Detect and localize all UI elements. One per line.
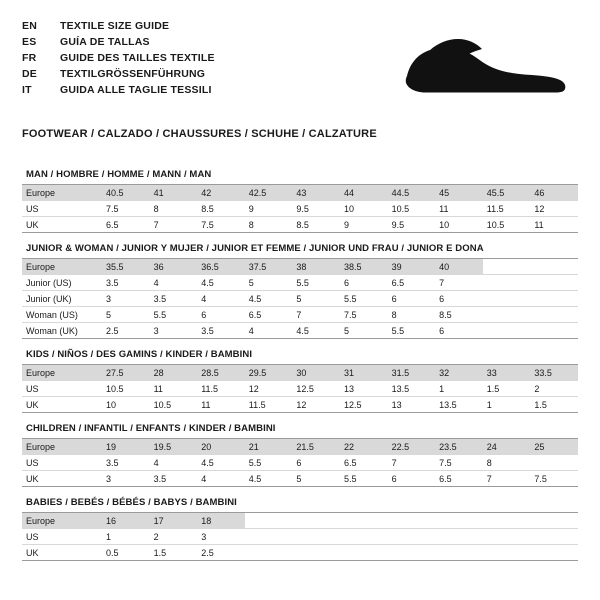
size-cell: 0.5 <box>102 545 150 561</box>
table-row <box>22 259 578 275</box>
size-table <box>22 439 578 487</box>
size-cell: 4.5 <box>245 471 293 487</box>
size-cell: 11 <box>435 201 483 217</box>
empty-cell <box>292 545 340 561</box>
size-cell: 12 <box>245 381 293 397</box>
size-cell: 2 <box>530 381 578 397</box>
table-row <box>22 217 578 233</box>
empty-cell <box>530 455 578 471</box>
empty-cell <box>435 529 483 545</box>
table-row <box>22 201 578 217</box>
size-cell: 9 <box>340 217 388 233</box>
language-code: FR <box>22 52 37 64</box>
size-cell: 6 <box>435 323 483 339</box>
size-cell: 46 <box>530 185 578 201</box>
language-title-text: GUIDA ALLE TAGLIE TESSILI <box>60 84 212 96</box>
size-cell: 13 <box>340 381 388 397</box>
size-cell: 31.5 <box>388 365 436 381</box>
size-cell: 11 <box>197 397 245 413</box>
empty-cell <box>483 291 531 307</box>
size-cell: 22 <box>340 439 388 455</box>
size-cell: 11 <box>150 381 198 397</box>
size-cell: 10 <box>102 397 150 413</box>
size-tables <box>22 166 578 561</box>
size-cell: 3.5 <box>150 471 198 487</box>
size-cell: 9 <box>245 201 293 217</box>
size-cell: 10.5 <box>388 201 436 217</box>
language-title-text: TEXTILGRÖSSENFÜHRUNG <box>60 68 206 80</box>
size-cell: 11.5 <box>245 397 293 413</box>
size-cell: 11.5 <box>483 201 531 217</box>
empty-cell <box>483 259 531 275</box>
size-cell: 10 <box>435 217 483 233</box>
table-row <box>22 381 578 397</box>
empty-cell <box>530 275 578 291</box>
size-cell: 1 <box>102 529 150 545</box>
size-cell: 36 <box>150 259 198 275</box>
size-cell: 4 <box>197 291 245 307</box>
size-table-title: CHILDREN / INFANTIL / ENFANTS / KINDER / BAMBINI <box>22 420 578 439</box>
size-cell: 6.5 <box>340 455 388 471</box>
size-cell: 38 <box>292 259 340 275</box>
page-header <box>22 18 578 114</box>
size-cell: 5 <box>102 307 150 323</box>
size-cell: 8 <box>483 455 531 471</box>
size-cell: 12.5 <box>292 381 340 397</box>
row-label: Junior (UK) <box>22 291 102 307</box>
table-row <box>22 455 578 471</box>
size-cell: 5 <box>292 471 340 487</box>
size-cell: 44.5 <box>388 185 436 201</box>
size-cell: 3.5 <box>102 455 150 471</box>
size-table-title: MAN / HOMBRE / HOMME / MANN / MAN <box>22 166 578 185</box>
size-cell: 6.5 <box>102 217 150 233</box>
row-label: Europe <box>22 513 102 529</box>
size-cell: 37.5 <box>245 259 293 275</box>
size-table-block <box>22 166 578 233</box>
row-label: Europe <box>22 365 102 381</box>
empty-cell <box>388 529 436 545</box>
empty-cell <box>340 529 388 545</box>
size-cell: 12 <box>292 397 340 413</box>
empty-cell <box>388 513 436 529</box>
size-cell: 31 <box>340 365 388 381</box>
row-label: Europe <box>22 439 102 455</box>
row-label: UK <box>22 545 102 561</box>
size-cell: 8.5 <box>292 217 340 233</box>
empty-cell <box>435 545 483 561</box>
size-cell: 32 <box>435 365 483 381</box>
size-table-title: JUNIOR & WOMAN / JUNIOR Y MUJER / JUNIOR ET FEMME / JUNIOR UND FRAU / JUNIOR E DONA <box>22 240 578 259</box>
empty-cell <box>483 513 531 529</box>
size-cell: 3 <box>197 529 245 545</box>
empty-cell <box>292 529 340 545</box>
size-cell: 11.5 <box>197 381 245 397</box>
language-code: IT <box>22 84 32 96</box>
size-table <box>22 513 578 561</box>
size-cell: 5.5 <box>150 307 198 323</box>
size-cell: 10.5 <box>102 381 150 397</box>
size-cell: 19.5 <box>150 439 198 455</box>
size-cell: 8.5 <box>197 201 245 217</box>
size-cell: 3 <box>102 291 150 307</box>
empty-cell <box>388 545 436 561</box>
size-table <box>22 365 578 413</box>
size-cell: 45.5 <box>483 185 531 201</box>
size-cell: 6 <box>388 471 436 487</box>
size-cell: 1.5 <box>530 397 578 413</box>
row-label: Woman (US) <box>22 307 102 323</box>
size-cell: 36.5 <box>197 259 245 275</box>
size-cell: 20 <box>197 439 245 455</box>
size-cell: 4 <box>245 323 293 339</box>
size-table <box>22 185 578 233</box>
size-cell: 28 <box>150 365 198 381</box>
size-cell: 5.5 <box>388 323 436 339</box>
size-cell: 43 <box>292 185 340 201</box>
row-label: Woman (UK) <box>22 323 102 339</box>
size-cell: 44 <box>340 185 388 201</box>
size-cell: 7 <box>292 307 340 323</box>
size-cell: 28.5 <box>197 365 245 381</box>
row-label: Europe <box>22 185 102 201</box>
size-cell: 8 <box>245 217 293 233</box>
table-row <box>22 529 578 545</box>
size-cell: 21 <box>245 439 293 455</box>
empty-cell <box>245 513 293 529</box>
size-cell: 40.5 <box>102 185 150 201</box>
size-cell: 27.5 <box>102 365 150 381</box>
language-code: ES <box>22 36 37 48</box>
size-cell: 17 <box>150 513 198 529</box>
empty-cell <box>530 323 578 339</box>
size-table-title: BABIES / BEBÉS / BÉBÉS / BABYS / BAMBINI <box>22 494 578 513</box>
size-cell: 35.5 <box>102 259 150 275</box>
row-label: Junior (US) <box>22 275 102 291</box>
size-cell: 42 <box>197 185 245 201</box>
table-row <box>22 471 578 487</box>
size-cell: 3.5 <box>150 291 198 307</box>
empty-cell <box>530 545 578 561</box>
empty-cell <box>245 529 293 545</box>
language-title-text: GUIDE DES TAILLES TEXTILE <box>60 52 215 64</box>
empty-cell <box>530 259 578 275</box>
empty-cell <box>435 513 483 529</box>
size-cell: 13.5 <box>435 397 483 413</box>
size-cell: 1.5 <box>150 545 198 561</box>
size-cell: 2.5 <box>197 545 245 561</box>
size-cell: 4.5 <box>197 275 245 291</box>
size-cell: 30 <box>292 365 340 381</box>
size-cell: 4.5 <box>245 291 293 307</box>
size-cell: 4 <box>150 455 198 471</box>
table-row <box>22 291 578 307</box>
size-cell: 29.5 <box>245 365 293 381</box>
table-row <box>22 185 578 201</box>
table-row <box>22 275 578 291</box>
size-cell: 10.5 <box>483 217 531 233</box>
row-label: UK <box>22 217 102 233</box>
size-cell: 6.5 <box>388 275 436 291</box>
size-cell: 2 <box>150 529 198 545</box>
size-cell: 25 <box>530 439 578 455</box>
size-cell: 5 <box>245 275 293 291</box>
size-cell: 1 <box>435 381 483 397</box>
size-cell: 7 <box>483 471 531 487</box>
size-cell: 24 <box>483 439 531 455</box>
size-cell: 7.5 <box>340 307 388 323</box>
size-table-block <box>22 240 578 339</box>
size-table-block <box>22 494 578 561</box>
size-cell: 4.5 <box>292 323 340 339</box>
size-cell: 13.5 <box>388 381 436 397</box>
empty-cell <box>530 529 578 545</box>
row-label: US <box>22 201 102 217</box>
size-cell: 3 <box>150 323 198 339</box>
size-cell: 33 <box>483 365 531 381</box>
empty-cell <box>483 275 531 291</box>
language-code: DE <box>22 68 37 80</box>
size-cell: 3.5 <box>197 323 245 339</box>
size-cell: 33.5 <box>530 365 578 381</box>
size-cell: 42.5 <box>245 185 293 201</box>
size-cell: 7.5 <box>102 201 150 217</box>
size-cell: 6 <box>388 291 436 307</box>
size-cell: 10.5 <box>150 397 198 413</box>
size-cell: 5.5 <box>340 291 388 307</box>
row-label: US <box>22 455 102 471</box>
size-cell: 16 <box>102 513 150 529</box>
size-cell: 5.5 <box>292 275 340 291</box>
size-cell: 7 <box>435 275 483 291</box>
footwear-section-title: FOOTWEAR / CALZADO / CHAUSSURES / SCHUHE / CALZATURE <box>22 128 377 140</box>
size-cell: 7.5 <box>530 471 578 487</box>
size-cell: 6 <box>292 455 340 471</box>
empty-cell <box>530 291 578 307</box>
empty-cell <box>292 513 340 529</box>
empty-cell <box>530 307 578 323</box>
size-cell: 3 <box>102 471 150 487</box>
empty-cell <box>530 513 578 529</box>
table-row <box>22 513 578 529</box>
table-row <box>22 397 578 413</box>
size-cell: 8.5 <box>435 307 483 323</box>
size-cell: 7 <box>388 455 436 471</box>
size-cell: 4.5 <box>197 455 245 471</box>
size-cell: 10 <box>340 201 388 217</box>
size-cell: 13 <box>388 397 436 413</box>
size-cell: 1.5 <box>483 381 531 397</box>
size-cell: 4 <box>150 275 198 291</box>
size-cell: 41 <box>150 185 198 201</box>
size-cell: 11 <box>530 217 578 233</box>
table-row <box>22 307 578 323</box>
size-cell: 3.5 <box>102 275 150 291</box>
size-cell: 18 <box>197 513 245 529</box>
empty-cell <box>483 307 531 323</box>
row-label: US <box>22 529 102 545</box>
row-label: Europe <box>22 259 102 275</box>
size-cell: 39 <box>388 259 436 275</box>
size-cell: 5.5 <box>245 455 293 471</box>
size-cell: 38.5 <box>340 259 388 275</box>
row-label: US <box>22 381 102 397</box>
size-table-block <box>22 420 578 487</box>
size-cell: 7.5 <box>197 217 245 233</box>
table-row <box>22 439 578 455</box>
size-cell: 5 <box>340 323 388 339</box>
size-cell: 6 <box>435 291 483 307</box>
size-cell: 4 <box>197 471 245 487</box>
size-cell: 8 <box>150 201 198 217</box>
size-cell: 6.5 <box>435 471 483 487</box>
empty-cell <box>245 545 293 561</box>
size-cell: 9.5 <box>292 201 340 217</box>
size-cell: 45 <box>435 185 483 201</box>
language-code: EN <box>22 20 37 32</box>
language-title-text: GUÍA DE TALLAS <box>60 36 150 48</box>
table-row <box>22 545 578 561</box>
size-cell: 40 <box>435 259 483 275</box>
size-cell: 7.5 <box>435 455 483 471</box>
size-cell: 2.5 <box>102 323 150 339</box>
size-cell: 8 <box>388 307 436 323</box>
empty-cell <box>340 545 388 561</box>
size-cell: 19 <box>102 439 150 455</box>
size-cell: 22.5 <box>388 439 436 455</box>
size-cell: 9.5 <box>388 217 436 233</box>
size-cell: 21.5 <box>292 439 340 455</box>
size-cell: 7 <box>150 217 198 233</box>
row-label: UK <box>22 471 102 487</box>
size-table-title: KIDS / NIÑOS / DES GAMINS / KINDER / BAMBINI <box>22 346 578 365</box>
empty-cell <box>340 513 388 529</box>
size-cell: 5.5 <box>340 471 388 487</box>
language-title-text: TEXTILE SIZE GUIDE <box>60 20 170 32</box>
table-row <box>22 323 578 339</box>
size-cell: 12 <box>530 201 578 217</box>
empty-cell <box>483 545 531 561</box>
row-label: UK <box>22 397 102 413</box>
size-cell: 6 <box>340 275 388 291</box>
size-cell: 6 <box>197 307 245 323</box>
size-cell: 23.5 <box>435 439 483 455</box>
size-cell: 6.5 <box>245 307 293 323</box>
size-cell: 1 <box>483 397 531 413</box>
table-row <box>22 365 578 381</box>
empty-cell <box>483 529 531 545</box>
empty-cell <box>483 323 531 339</box>
size-table-block <box>22 346 578 413</box>
size-table <box>22 259 578 339</box>
size-cell: 12.5 <box>340 397 388 413</box>
size-cell: 5 <box>292 291 340 307</box>
dress-shoe-silhouette-icon <box>372 30 572 102</box>
